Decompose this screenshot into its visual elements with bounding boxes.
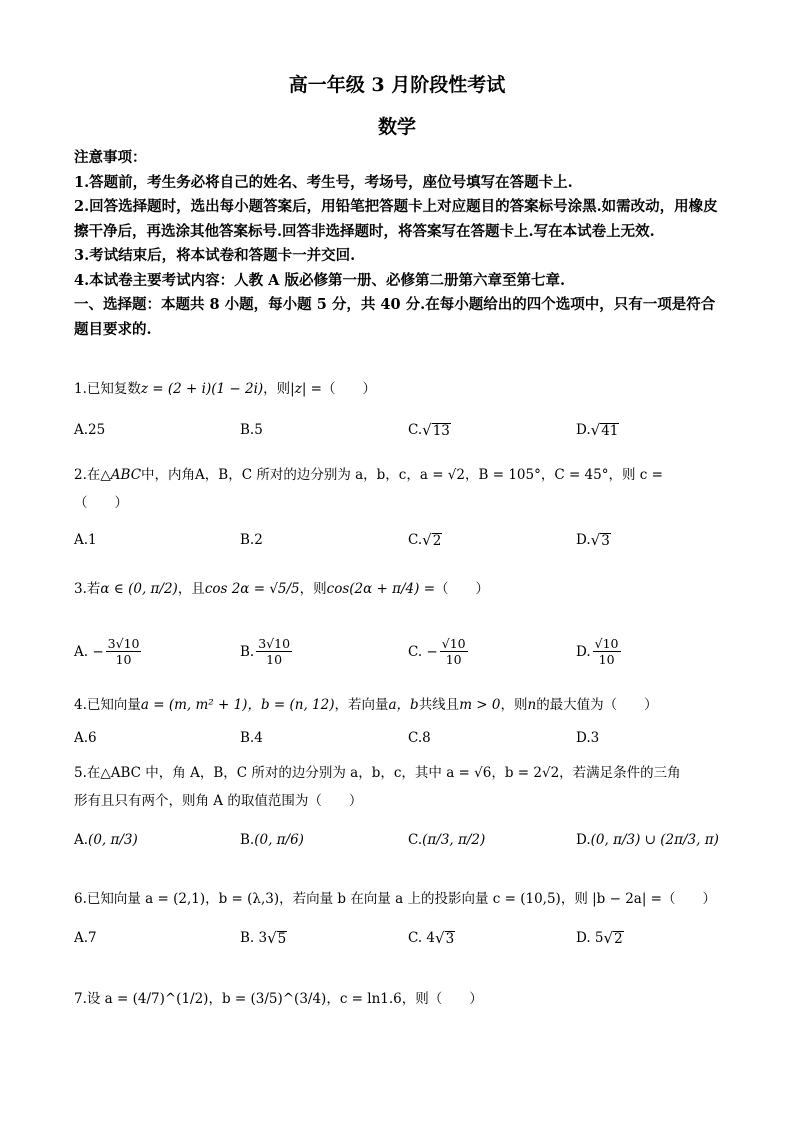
q3-frac-c: $\frac{√10}{10}$	[441, 636, 466, 667]
q4-stem-d: ，则	[500, 697, 528, 713]
q4-stem-math: a = (m, m² + 1)，b = (n, 12)	[140, 697, 335, 713]
q2-stem-c: A，B，C 所对的边分别为 a，b，c，a = √2，B = 105°，C = 45°，则 c =	[195, 467, 663, 483]
q3-frac-a: $\frac{3√10}{10}$	[107, 636, 140, 667]
q3-stem-d: （ ）	[435, 581, 490, 597]
q5-line-1: 5.在△ABC 中，角 A，B，C 所对的边分别为 a，b，c，其中 a = √6，b = 2√2，若满足条件的三角	[74, 765, 681, 781]
q1-options	[74, 422, 754, 462]
q5-line-2: 形有且只有两个，则角 A 的取值范围为（ ）	[74, 793, 363, 809]
q5-options	[74, 832, 754, 872]
q2-stem-math: △ABC	[100, 467, 142, 483]
q3-frac-b: $\frac{3√10}{10}$	[258, 636, 291, 667]
notice-heading: 注意事项：	[74, 149, 147, 166]
q1-stem-math: z = (2 + i)(1 − 2i)	[140, 381, 264, 397]
subject-title: 数学	[377, 116, 416, 138]
q3-stem-math3: cos(2α + π/4) =	[326, 581, 436, 597]
notice-item-4: 4.本试卷主要考试内容：人教 A 版必修第一册、必修第二册第六章至第七章.	[74, 271, 566, 289]
q7-line-1: 7.设 a = (4/7)^(1/2)，b = (3/5)^(3/4)，c = ln1.6，则（ ）	[74, 991, 483, 1007]
q4-stem-math4: n	[527, 697, 537, 713]
q2-options	[74, 532, 754, 572]
q4-option-b[interactable]: B.4	[240, 730, 263, 746]
q2-stem-b: 中，内角	[141, 467, 196, 483]
section-heading: 一、选择题：本题共 8 小题，每小题 5 分，共 40 分.在每小题给出的四个选项中，只有一项是符合题目要求的.	[74, 296, 716, 338]
question-3	[74, 578, 734, 600]
q2-option-c[interactable]: C. √ 2	[408, 530, 442, 549]
q2-option-b[interactable]: B.2	[240, 532, 263, 548]
q5-option-a[interactable]: A. (0, π/3)	[74, 832, 138, 848]
q3-option-d[interactable]: D. $\frac{√10}{10}$	[576, 636, 619, 667]
notice-block	[74, 146, 724, 342]
q6-line-1: 6.已知向量 a = (2,1)，b = (λ,3)，若向量 b 在向量 a 上的投影向量 c = (10,5)，则 |b − 2a| =（ ）	[74, 891, 716, 907]
q5-option-b[interactable]: B. (0, π/6)	[240, 832, 304, 848]
q6-option-d[interactable]: D. 5 √ 2	[576, 928, 623, 947]
q6-sqrt-c: √ 3	[435, 928, 455, 947]
q3-option-a[interactable]: A. − $\frac{3√10}{10}$	[74, 636, 140, 667]
q2-option-d[interactable]: D. √ 3	[576, 530, 610, 549]
q2-sqrt-c: √ 2	[422, 530, 442, 549]
q3-option-c[interactable]: C. − $\frac{√10}{10}$	[408, 636, 466, 667]
q1-stem-math2: |z| =	[290, 381, 322, 397]
q2-stem-d: （ ）	[74, 495, 128, 511]
q6-options	[74, 930, 754, 970]
q1-option-a[interactable]: A.25	[74, 422, 106, 438]
q6-sqrt-d: √ 2	[603, 928, 623, 947]
q2-stem-a: 2.在	[74, 467, 101, 483]
q3-stem-c: ，则	[299, 581, 327, 597]
question-7	[74, 988, 734, 1010]
q4-stem-a: 4.已知向量	[74, 697, 141, 713]
q1-stem-a: 1.已知复数	[74, 381, 141, 397]
q5-option-d[interactable]: D. (0, π/3) ∪ (2π/3, π)	[576, 832, 719, 848]
q3-frac-d: $\frac{√10}{10}$	[594, 636, 619, 667]
q6-option-a[interactable]: A.7	[74, 930, 97, 946]
q3-stem-math: α ∈ (0, π/2)	[100, 581, 178, 597]
exam-title: 高一年级 3 月阶段性考试	[288, 74, 506, 96]
q3-stem-math2: cos 2α = √5/5	[204, 581, 300, 597]
q4-stem-math2: a，b	[388, 697, 419, 713]
q2-sqrt-d: √ 3	[590, 530, 610, 549]
q1-sqrt-d: √ 41	[590, 420, 619, 439]
question-4	[74, 694, 734, 716]
q3-option-b[interactable]: B. $\frac{3√10}{10}$	[240, 636, 291, 667]
notice-item-1: 1.答题前，考生务必将自己的姓名、考生号，考场号，座位号填写在答题卡上.	[74, 173, 573, 191]
q6-option-c[interactable]: C. 4 √ 3	[408, 928, 455, 947]
q3-stem-b: ，且	[177, 581, 205, 597]
q4-stem-b: ，若向量	[334, 697, 389, 713]
question-2	[74, 464, 734, 514]
q1-stem-c: （ ）	[321, 381, 376, 397]
q6-option-b[interactable]: B. 3 √ 5	[240, 928, 287, 947]
q4-option-c[interactable]: C.8	[408, 730, 431, 746]
q2-option-a[interactable]: A.1	[74, 532, 97, 548]
q4-stem-math3: m > 0	[459, 697, 501, 713]
q1-option-c[interactable]: C. √ 13	[408, 420, 450, 439]
q4-stem-e: 的最大值为（ ）	[536, 697, 658, 713]
question-5	[74, 762, 734, 812]
q3-options	[74, 636, 754, 676]
q1-option-d[interactable]: D. √ 41	[576, 420, 619, 439]
q1-sqrt-c: √ 13	[422, 420, 450, 439]
q4-option-d[interactable]: D.3	[576, 730, 600, 746]
q3-stem-a: 3.若	[74, 581, 101, 597]
question-6	[74, 888, 734, 910]
q5-option-c[interactable]: C. (π/3, π/2)	[408, 832, 486, 848]
question-1	[74, 378, 734, 400]
q4-stem-c: 共线且	[418, 697, 460, 713]
notice-item-3: 3.考试结束后，将本试卷和答题卡一并交回.	[74, 247, 356, 264]
q1-stem-b: ，则	[263, 381, 291, 397]
q1-option-b[interactable]: B.5	[240, 422, 263, 438]
q6-sqrt-b: √ 5	[267, 928, 287, 947]
notice-item-2: 2.回答选择题时，选出每小题答案后，用铅笔把答题卡上对应题目的答案标号涂黑.如需改动，用橡皮擦干净后，再选涂其他答案标号.回答非选择题时，将答案写在答题卡上.写在本试卷上无效.	[74, 198, 718, 240]
q4-option-a[interactable]: A.6	[74, 730, 97, 746]
